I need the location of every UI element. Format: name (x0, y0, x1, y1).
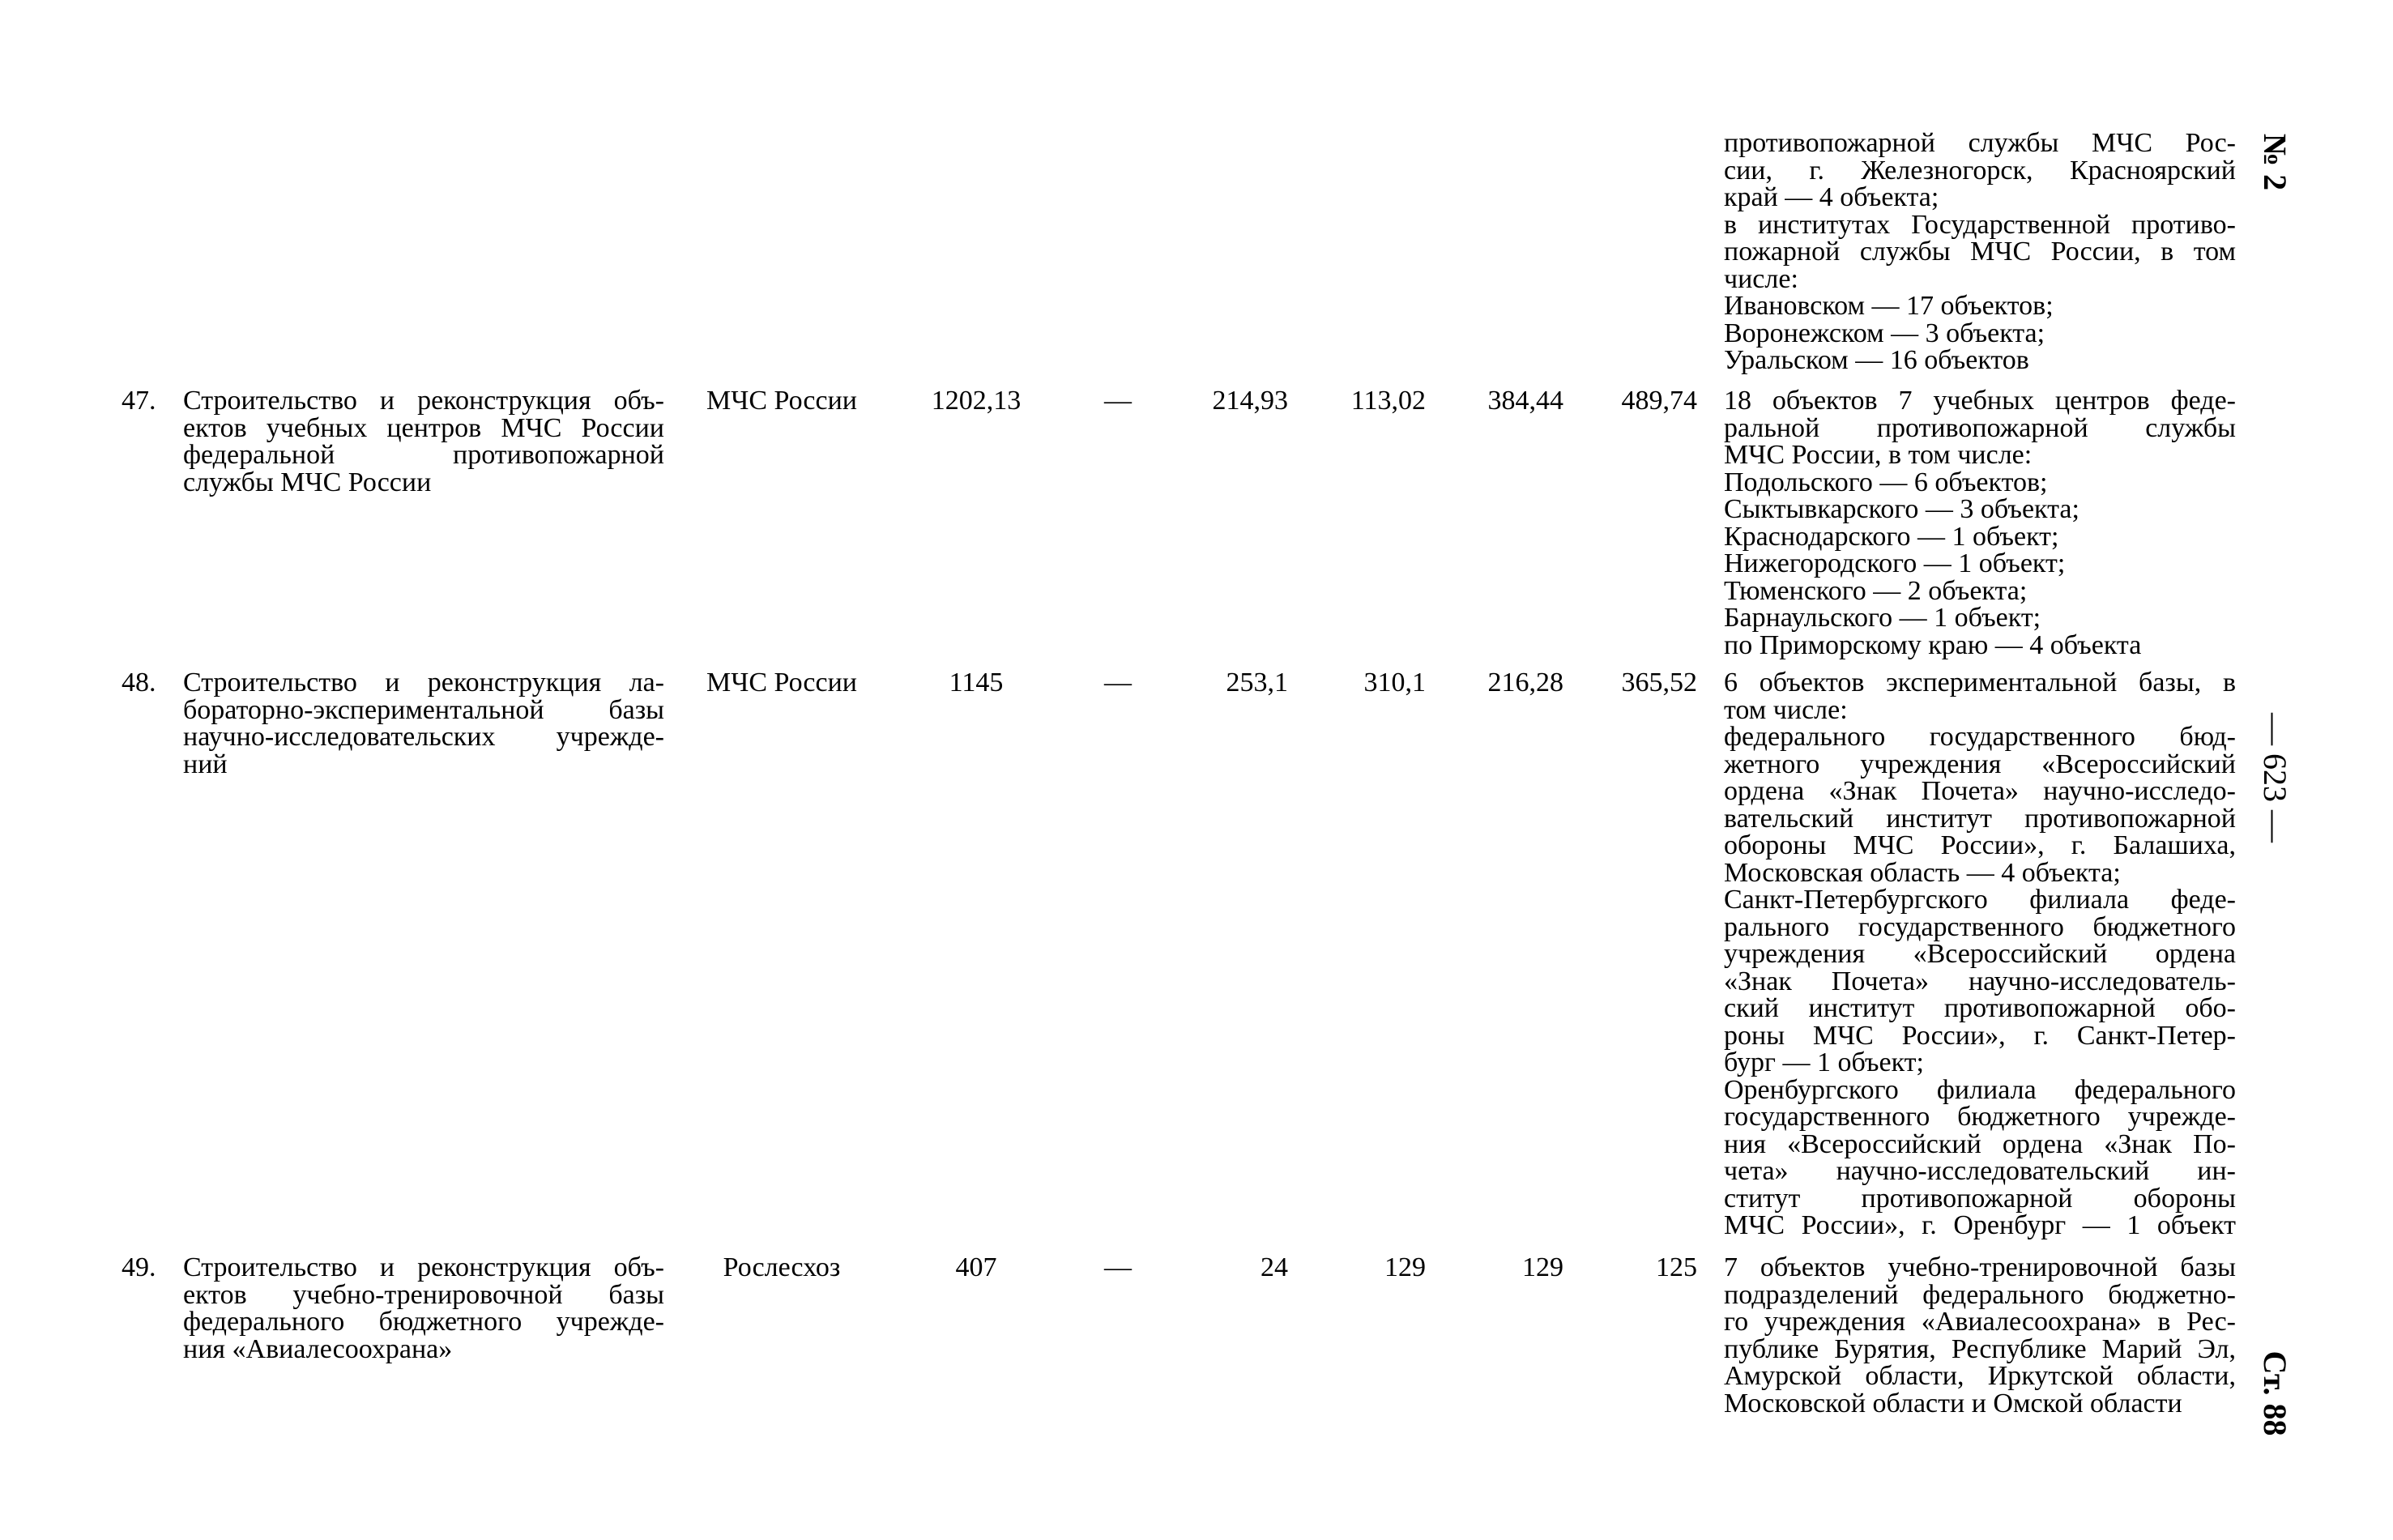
text-line: 7 объектов учебно-тренировочной базы (1724, 1252, 2236, 1282)
row-number: 49. (122, 1252, 156, 1282)
article-number-text: Ст. 88 (2256, 1350, 2293, 1436)
executor: МЧС России (706, 668, 857, 697)
text-line: ния «Авиалесоохрана» (183, 1333, 453, 1364)
text-line: Уральском — 16 объектов (1724, 345, 2029, 375)
text-line: Тюменского — 2 объекта; (1724, 575, 2028, 606)
text-line: учреждения «Всероссийский ордена (1724, 939, 2236, 969)
text-line: научно-исследовательских учрежде- (183, 722, 664, 752)
text-line: жетного учреждения «Всероссийский (1724, 749, 2236, 779)
value-cell: 310,1 (1363, 668, 1426, 697)
text-line: 6 объектов экспериментальной базы, в (1724, 668, 2236, 697)
text-line: го учреждения «Авиалесоохрана» в Рес- (1724, 1307, 2236, 1337)
text-line: Подольского — 6 объектов; (1724, 467, 2048, 497)
text-line: 18 объектов 7 учебных центров феде- (1724, 386, 2236, 416)
text-line: числе: (1724, 263, 1798, 294)
value-cell: 113,02 (1350, 386, 1426, 416)
text-line: по Приморскому краю — 4 объекта (1724, 629, 2142, 660)
text-line: федерального государственного бюд- (1724, 722, 2236, 752)
value-cell: — (1104, 386, 1132, 416)
value-cell: — (1104, 668, 1132, 697)
text-line: службы МЧС России (183, 467, 432, 497)
total-value: 1202,13 (931, 386, 1022, 416)
text-line: МЧС России», г. Оренбург — 1 объект (1724, 1210, 2236, 1240)
text-line: «Знак Почета» научно-исследователь- (1724, 966, 2236, 996)
text-line: Санкт-Петербургского филиала феде- (1724, 885, 2236, 915)
executor: МЧС России (706, 386, 857, 416)
value-cell: — (1104, 1252, 1132, 1282)
text-line: подразделений федерального бюджетно- (1724, 1279, 2236, 1310)
text-line: ния «Всероссийский ордена «Знак По- (1724, 1128, 2236, 1159)
text-line: Амурской области, Иркутской области, (1724, 1361, 2236, 1391)
text-line: роны МЧС России», г. Санкт-Петер- (1724, 1020, 2236, 1051)
value-cell: 214,93 (1212, 386, 1288, 416)
text-line: ордена «Знак Почета» научно-исследо- (1724, 776, 2236, 806)
text-line: бург — 1 объект; (1724, 1047, 1924, 1077)
text-line: Сыктывкарского — 3 объекта; (1724, 494, 2079, 524)
text-line: вательский институт противопожарной (1724, 803, 2236, 834)
text-line: МЧС России, в том числе: (1724, 440, 2033, 470)
total-value: 407 (955, 1252, 997, 1282)
text-line: Барнаульского — 1 объект; (1724, 603, 2041, 633)
page-number-text: — 623 — (2256, 713, 2293, 843)
text-line: Строительство и реконструкция объ- (183, 386, 664, 416)
issue-number (2250, 81, 2299, 243)
text-line: в институтах Государственной противо- (1724, 209, 2236, 240)
previous-row-continuation (1724, 130, 2236, 374)
text-line: ральной противопожарной службы (1724, 412, 2236, 443)
text-line: федеральной противопожарной (183, 440, 664, 470)
value-cell: 125 (1656, 1252, 1697, 1282)
text-line: Воронежском — 3 объекта; (1724, 318, 2045, 348)
text-line: обороны МЧС России», г. Балашиха, (1724, 830, 2236, 860)
text-line: рального государственного бюджетного (1724, 911, 2236, 942)
text-line: Оренбургского филиала федерального (1724, 1074, 2236, 1105)
value-cell: 129 (1384, 1252, 1426, 1282)
text-line: ний (183, 749, 228, 779)
text-line: Московской области и Омской области (1724, 1388, 2182, 1418)
article-number (2250, 1312, 2299, 1474)
row-title (183, 387, 664, 496)
row-number: 48. (122, 668, 156, 697)
text-line: сии, г. Железногорск, Красноярский (1724, 155, 2236, 186)
text-line: ектов учебно-тренировочной базы (183, 1279, 664, 1310)
value-cell: 129 (1522, 1252, 1563, 1282)
page-number (2250, 697, 2299, 859)
text-line: ский институт противопожарной обо- (1724, 993, 2236, 1023)
row-result (1724, 669, 2236, 1239)
text-line: Строительство и реконструкция ла- (183, 668, 664, 697)
value-cell: 489,74 (1621, 386, 1697, 416)
value-cell: 253,1 (1226, 668, 1288, 697)
text-line: чета» научно-исследовательский ин- (1724, 1156, 2236, 1186)
text-line: Ивановском — 17 объектов; (1724, 291, 2054, 321)
text-line: противопожарной службы МЧС Рос- (1724, 128, 2236, 158)
text-line: том числе: (1724, 694, 1848, 725)
text-line: бораторно-экспериментальной базы (183, 694, 664, 725)
text-line: край — 4 объекта; (1724, 182, 1939, 212)
value-cell: 216,28 (1487, 668, 1563, 697)
value-cell: 384,44 (1487, 386, 1563, 416)
row-title (183, 1254, 664, 1363)
value-cell: 365,52 (1621, 668, 1697, 697)
text-line: Московская область — 4 объекта; (1724, 857, 2121, 888)
executor: Рослесхоз (723, 1252, 841, 1282)
row-title (183, 669, 664, 778)
row-number: 47. (122, 386, 156, 416)
issue-number-text: № 2 (2256, 133, 2293, 191)
text-line: Нижегородского — 1 объект; (1724, 548, 2066, 578)
row-result (1724, 387, 2236, 659)
row-result (1724, 1254, 2236, 1417)
text-line: государственного бюджетного учрежде- (1724, 1102, 2236, 1132)
text-line: ектов учебных центров МЧС России (183, 412, 664, 443)
total-value: 1145 (949, 668, 1004, 697)
value-cell: 24 (1260, 1252, 1288, 1282)
text-line: публике Бурятия, Республике Марий Эл, (1724, 1333, 2236, 1364)
text-line: ститут противопожарной обороны (1724, 1183, 2236, 1214)
text-line: пожарной службы МЧС России, в том (1724, 237, 2236, 267)
text-line: Краснодарского — 1 объект; (1724, 521, 2059, 552)
text-line: Строительство и реконструкция объ- (183, 1252, 664, 1282)
text-line: федерального бюджетного учрежде- (183, 1307, 664, 1337)
